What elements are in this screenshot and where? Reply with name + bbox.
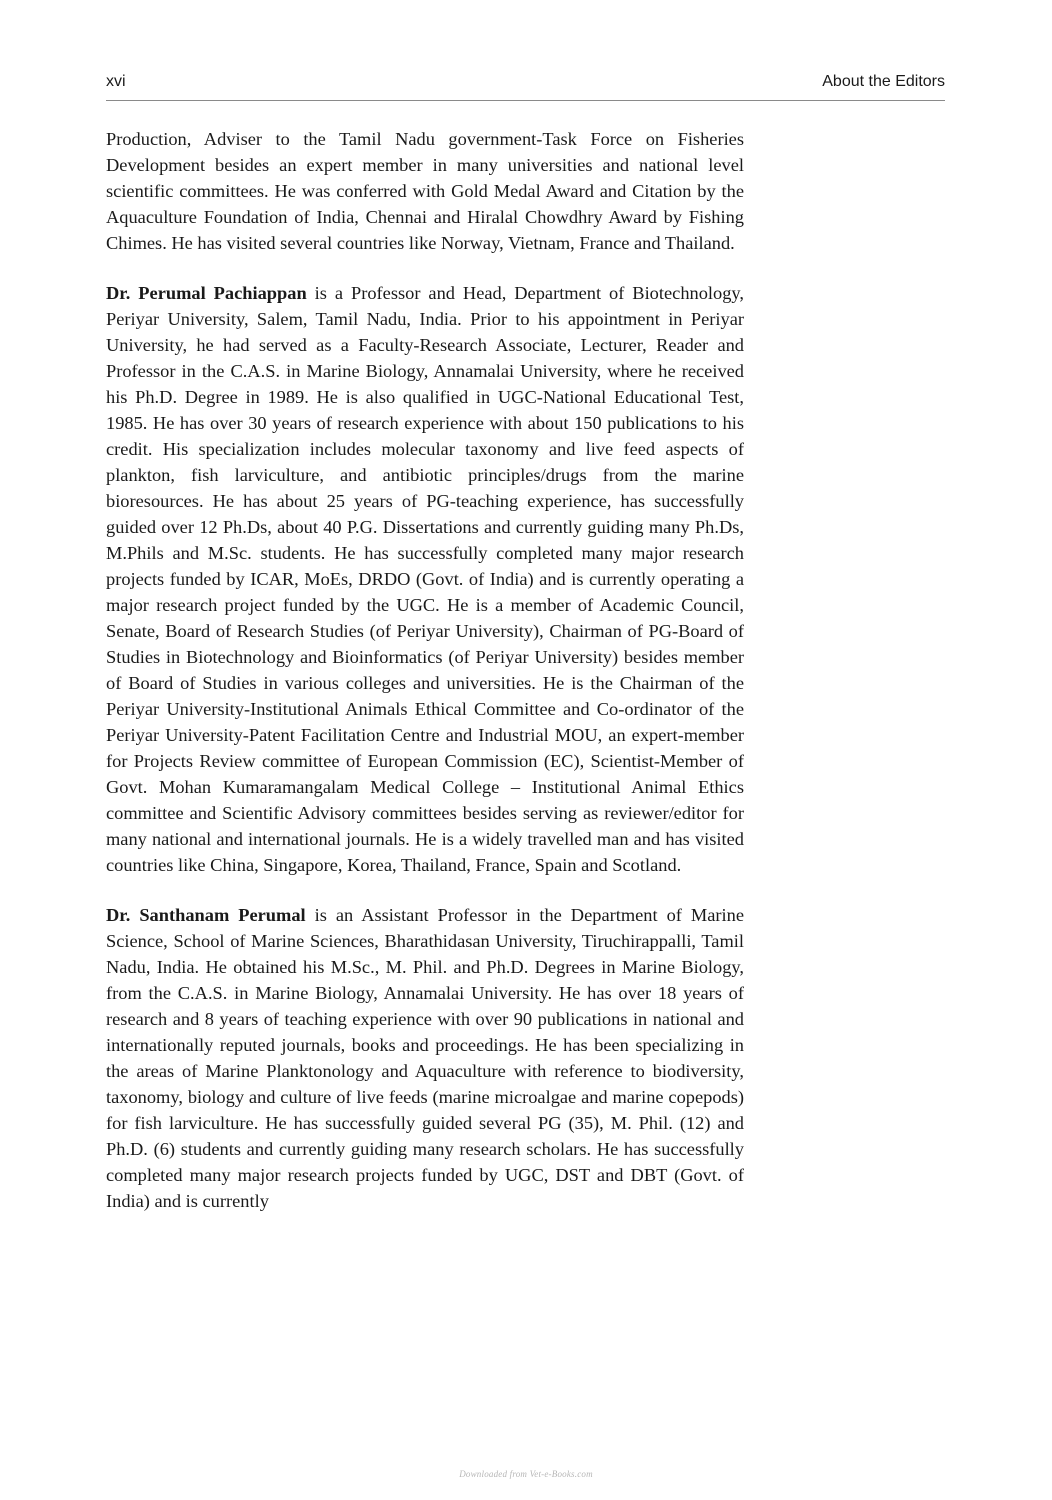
section-title: About the Editors <box>822 73 945 90</box>
paragraph-santhanam-perumal <box>106 902 744 1214</box>
paragraph-text: is an Assistant Professor in the Department of Marine Science, School of Marine Sciences, Bharathidasan University, Tiruchirappalli, Tamil Nadu, India. He obtained his M.Sc., M. Phil. and Ph.D. Degrees in Marine Biology, from the C.A.S. in Marine Biology, Annamalai University. He has over 18 years of research and 8 years of teaching experience with over 90 publications in national and internationally reputed journals, books and proceedings. He has been specializing in the areas of Marine Planktonology and Aquaculture with reference to biodiversity, taxonomy, biology and culture of live feeds (marine microalgae and marine copepods) for fish larviculture. He has successfully guided several PG (35), M. Phil. (12) and Ph.D. (6) students and currently guiding many research scholars. He has successfully completed many major research projects funded by UGC, DST and DBT (Govt. of India) and is currently <box>106 905 744 1211</box>
editor-name: Dr. Perumal Pachiappan <box>106 283 307 303</box>
body-text <box>106 126 744 1238</box>
page-number: xvi <box>106 73 126 90</box>
paragraph-intro-continuation <box>106 126 744 256</box>
download-watermark: Downloaded from Vet-e-Books.com <box>459 1469 593 1479</box>
paragraph-text: Production, Adviser to the Tamil Nadu government-Task Force on Fisheries Development besides an expert member in many universities and national level scientific committees. He was conferred with Gold Medal Award and Citation by the Aquaculture Foundation of India, Chennai and Hiralal Chowdhry Award by Fishing Chimes. He has visited several countries like Norway, Vietnam, France and Thailand. <box>106 129 744 253</box>
paragraph-perumal-pachiappan <box>106 280 744 878</box>
paragraph-text: is a Professor and Head, Department of Biotechnology, Periyar University, Salem, Tamil Nadu, India. Prior to his appointment in Periyar University, he had served as a Faculty-Research Associate, Lecturer, Reader and Professor in the C.A.S. in Marine Biology, Annamalai University, where he received his Ph.D. Degree in 1989. He is also qualified in UGC-National Educational Test, 1985. He has over 30 years of research experience with about 150 publications to his credit. His specialization includes molecular taxonomy and live feed aspects of plankton, fish larviculture, and antibiotic principles/drugs from the marine bioresources. He has about 25 years of PG-teaching experience, has successfully guided over 12 Ph.Ds, about 40 P.G. Dissertations and currently guiding many Ph.Ds, M.Phils and M.Sc. students. He has successfully completed many major research projects funded by ICAR, MoEs, DRDO (Govt. of India) and is currently operating a major research project funded by the UGC. He is a member of Academic Council, Senate, Board of Research Studies (of Periyar University), Chairman of PG-Board of Studies in Biotechnology and Bioinformatics (of Periyar University) besides member of Board of Studies in various colleges and universities. He is the Chairman of the Periyar University-Institutional Animals Ethical Committee and Co-ordinator of the Periyar University-Patent Facilitation Centre and Industrial MOU, an expert-member for Projects Review committee of European Commission (EC), Scientist-Member of Govt. Mohan Kumaramangalam Medical College – Institutional Animal Ethics committee and Scientific Advisory committees besides serving as reviewer/editor for many national and international journals. He is a widely travelled man and has visited countries like China, Singapore, Korea, Thailand, France, Spain and Scotland. <box>106 283 744 875</box>
running-header <box>106 70 945 101</box>
editor-name: Dr. Santhanam Perumal <box>106 905 306 925</box>
